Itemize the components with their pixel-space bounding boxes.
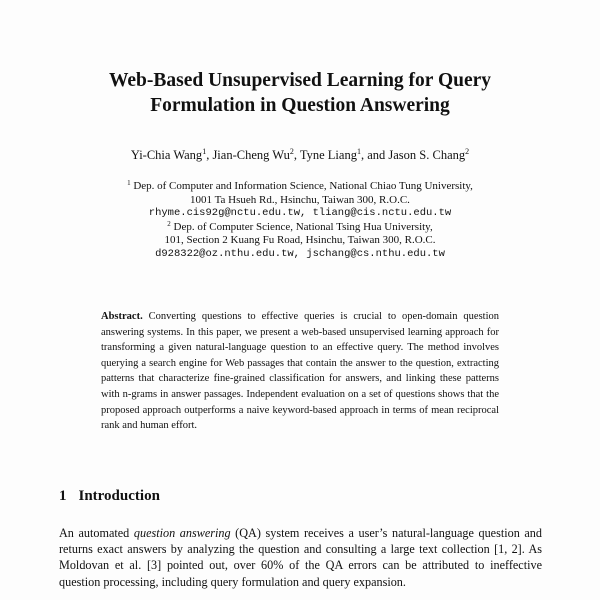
title-line-2: Formulation in Question Answering [150,95,450,116]
author-separator: , and [360,148,389,162]
section-heading [59,488,160,505]
intro-emphasis: question answering [133,526,231,540]
affiliation-2-line-2: 101, Section 2 Kuang Fu Road, Hsinchu, Taiwan 300, R.O.C. [164,234,436,246]
intro-text-start: An automated [59,526,134,540]
author-affil-mark: 2 [465,147,470,156]
affiliation-mark: 2 [167,219,171,228]
affiliation-text: Dep. of Computer Science, National Tsing Hua University, [173,220,433,233]
intro-paragraph [59,525,542,590]
section-number: 1 [59,488,67,504]
intro-text-rest: (QA) system receives a user’s natural-language question and returns exact answers by analyzing the question and consulting a large text collection [1, 2]. As Moldovan et al. [3] pointed out, over 60% of the QA errors can be attributed to ineffective question processing, including query formulation and query expansion. [59,526,542,589]
author-name: Tyne Liang [299,148,357,162]
paper-title [60,68,540,118]
author-separator: , [206,148,213,162]
abstract-label: Abstract. [101,311,143,322]
abstract [101,309,499,434]
affiliation-1-emails: rhyme.cis92g@nctu.edu.tw, tliang@cis.nctu.edu.tw [148,207,452,219]
author-name: Jason S. Chang [388,148,466,162]
affiliations [60,180,540,261]
affiliation-text: Dep. of Computer and Information Science, National Chiao Tung University, [133,180,473,192]
title-line-1: Web-Based Unsupervised Learning for Query [108,70,492,91]
author-list [60,147,540,163]
affiliation-1-line-2: 1001 Ta Hsueh Rd., Hsinchu, Taiwan 300, R.O.C. [190,193,410,206]
author-separator: , [293,148,300,162]
author-name: Jian-Cheng Wu [212,148,290,162]
affiliation-2-emails: d928322@oz.nthu.edu.tw, jschang@cs.nthu.edu.tw [155,247,445,260]
section-title: Introduction [78,488,160,504]
affiliation-mark: 1 [127,179,131,187]
author-affil-mark: 1 [202,147,207,156]
affiliation-1-line-1 [60,180,540,194]
abstract-text: Converting questions to effective queries is crucial to open-domain question answering systems. In this paper, we present a web-based unsupervised learning approach for transforming a given natural-language question to an effective query. The method involves querying a search engine for Web passages that contain the answer to the question, extracting patterns that characterize fine-grained classification for answers, and linking these patterns with n-grams in answer passages. Independent evaluation on a set of questions shows that the proposed approach outperforms a naive keyword-based approach in terms of mean reciprocal rank and human effort. [101,311,499,432]
author-affil-mark: 1 [356,147,361,156]
author-name: Yi-Chia Wang [130,148,203,162]
affiliation-2-line-1 [60,221,540,235]
author-affil-mark: 2 [289,147,294,156]
